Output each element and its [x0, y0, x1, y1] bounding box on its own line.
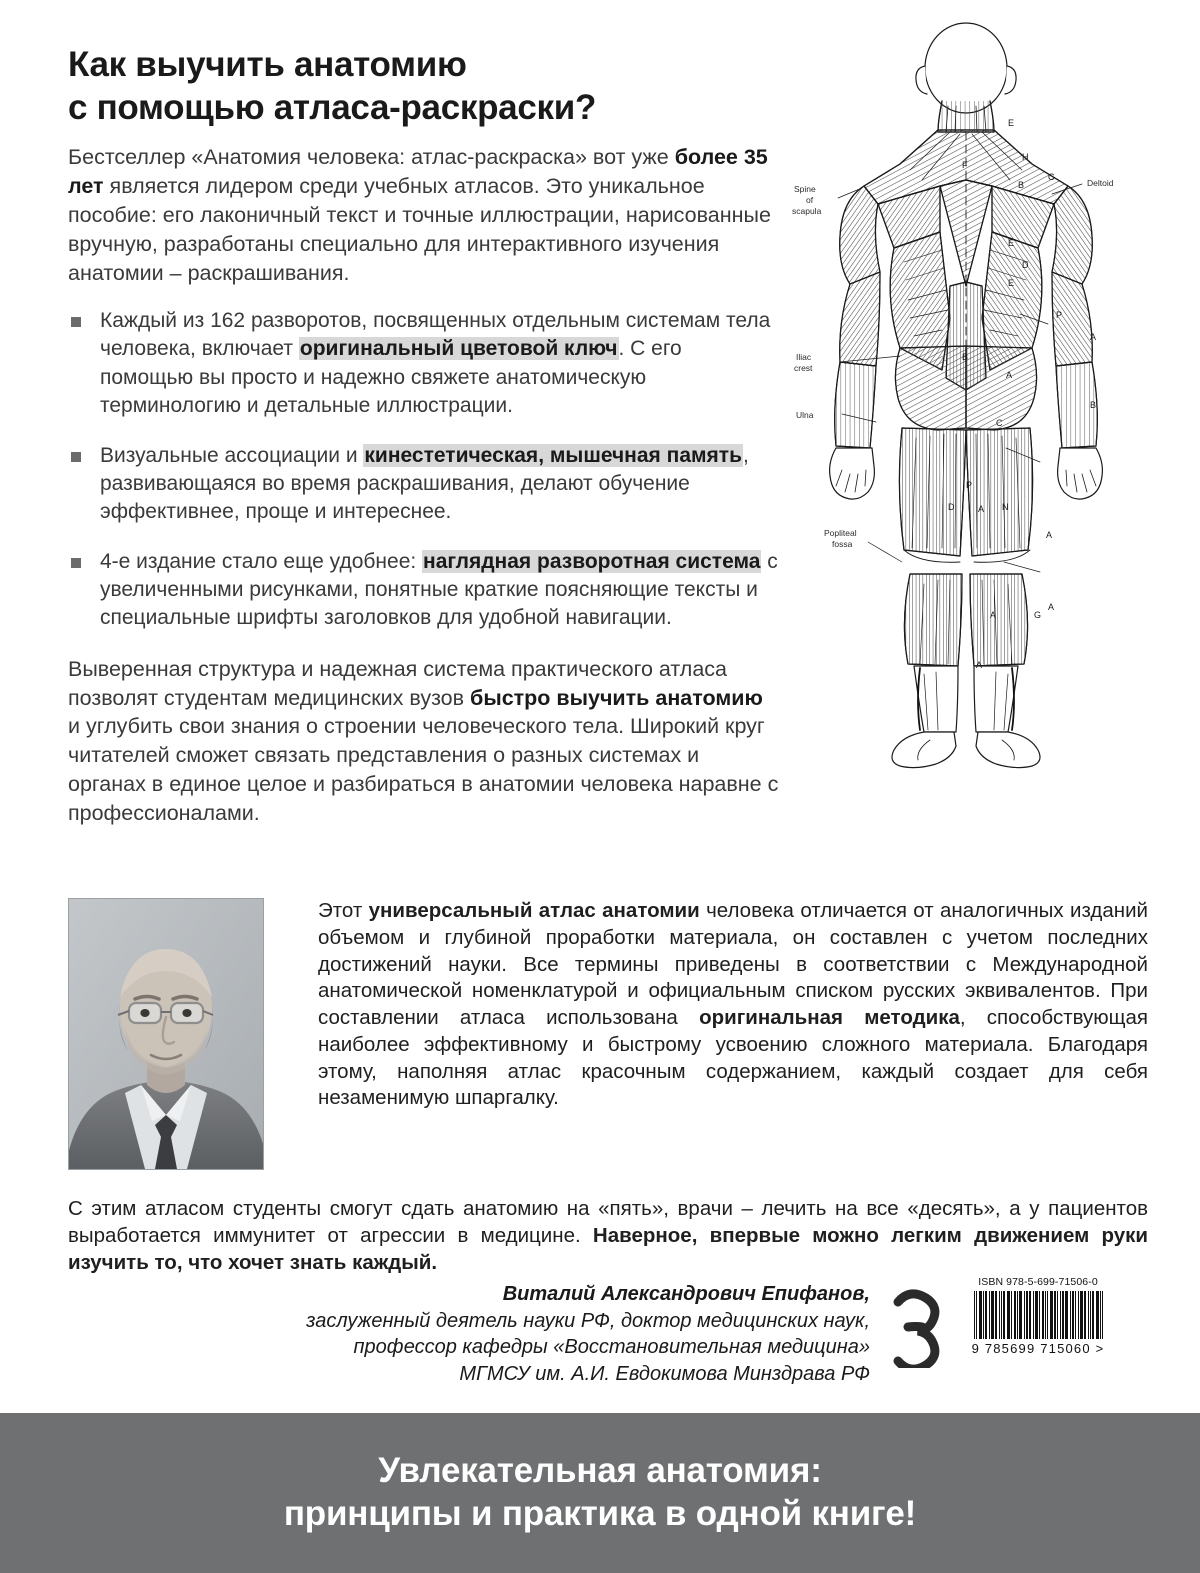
- intro-paragraph: [68, 143, 780, 287]
- testimonial-p2-bold-1: Наверное, впервые можно легким движением руки изучить то, что хочет знать каждый.: [68, 1223, 1149, 1274]
- list-item: [68, 442, 780, 526]
- closing-text-2: и углубить свои знания о строении человеческого тела. Широкий круг читателей сможет связать представления о разных системах и органах в единое целое и разбираться в анатомии человека наравне с профессионалами.: [68, 714, 779, 826]
- anatomy-label-popliteal-fossa: [824, 528, 857, 549]
- author-signature: [140, 1281, 870, 1387]
- svg-text:E: E: [1008, 238, 1015, 248]
- svg-text:B: B: [962, 352, 969, 362]
- testimonial-text: [318, 898, 1148, 1112]
- svg-text:A: A: [1048, 602, 1055, 612]
- list-item: [68, 548, 780, 632]
- intro-text-1: Бестселлер «Анатомия человека: атлас-раскраска» вот уже: [68, 145, 675, 170]
- anatomy-label-deltoid: Deltoid: [1087, 178, 1114, 188]
- testimonial-paragraph-1: [318, 898, 1148, 1112]
- svg-text:G: G: [1034, 610, 1042, 620]
- barcode-block: [962, 1276, 1114, 1356]
- signature-name: Виталий Александрович Епифанов,: [502, 1283, 870, 1305]
- testimonial-p2-text-1: С этим атласом студенты смогут сдать анатомию на «пять», врачи – лечить на все «десять», а у пациентов выработается иммунитет от агрессии в медицине.: [68, 1197, 1148, 1247]
- label-spine-1: Spine: [794, 184, 816, 194]
- svg-text:A: A: [990, 610, 997, 620]
- closing-paragraph: [68, 655, 780, 828]
- svg-text:C: C: [996, 418, 1003, 428]
- bullet-2-highlight: кинестетическая, мышечная память: [364, 443, 742, 467]
- bullet-3-highlight: наглядная разворотная система: [423, 550, 761, 574]
- bullet-2-text-2: , развивающаяся во время раскрашивания, делают обучение эффективнее, проще и интереснее.: [100, 443, 749, 524]
- banner-text: [284, 1450, 916, 1535]
- label-iliac-2: crest: [794, 363, 813, 373]
- intro-text-2: является лидером среди учебных атласов. Это уникальное пособие: его лаконичный текст и точные иллюстрации, нарисованные вручную, разработаны специально для интерактивного изучения анатомии – раскрашивания.: [68, 174, 771, 285]
- barcode-digits: 9 785699 715060 >: [971, 1341, 1105, 1356]
- svg-text:D: D: [948, 502, 955, 512]
- testimonial-paragraph-2: [68, 1196, 1148, 1276]
- svg-text:A: A: [976, 660, 983, 670]
- anatomy-illustration: [790, 18, 1180, 868]
- headline-line-2: с помощью атласа-раскраски?: [68, 87, 597, 127]
- anatomy-label-ulna: Ulna: [796, 410, 814, 420]
- banner-line-1: Увлекательная анатомия:: [378, 1451, 822, 1491]
- svg-text:F: F: [962, 160, 968, 170]
- bottom-banner: [0, 1413, 1200, 1573]
- svg-text:D: D: [1022, 260, 1029, 270]
- svg-text:P: P: [966, 480, 973, 490]
- svg-text:A: A: [978, 504, 985, 514]
- isbn-text: ISBN 978-5-699-71506-0: [978, 1276, 1098, 1288]
- svg-text:B: B: [1018, 180, 1025, 190]
- closing-bold-1: быстро выучить анатомию: [470, 685, 763, 710]
- bullet-1-text-2: . С его помощью вы просто и надежно свяжете анатомическую терминологию и детальные иллюстрации.: [100, 337, 682, 417]
- svg-text:E: E: [1008, 278, 1015, 288]
- list-item: [68, 307, 780, 420]
- svg-text:A: A: [1046, 530, 1053, 540]
- svg-text:B: B: [1090, 400, 1097, 410]
- left-text-column: [68, 44, 780, 828]
- signature-line-2: заслуженный деятель науки РФ, доктор медицинских наук,: [306, 1309, 870, 1332]
- bullet-1-text-1: Каждый из 162 разворотов, посвященных отдельным системам тела человека, включает: [100, 309, 771, 361]
- anatomy-label-iliac-crest: [794, 352, 813, 373]
- bullet-2-text-1: Визуальные ассоциации и: [100, 443, 364, 467]
- label-popliteal-1: Popliteal: [824, 528, 857, 538]
- label-iliac-1: Iliac: [796, 352, 812, 362]
- bullet-3-text-1: 4-е издание стало еще удобнее:: [100, 550, 423, 574]
- label-popliteal-2: fossa: [832, 539, 853, 549]
- feature-bullet-list: [68, 307, 780, 632]
- testimonial-p1-text-1: Этот: [318, 899, 369, 922]
- barcode-bars: [962, 1291, 1114, 1339]
- svg-text:A: A: [1090, 332, 1097, 342]
- bullet-square-icon: [71, 558, 81, 568]
- testimonial-p1-bold-1: универсальный атлас анатомии: [368, 899, 700, 922]
- headline-line-1: Как выучить анатомию: [68, 45, 467, 84]
- banner-line-2: принципы и практика в одной книге!: [283, 1494, 917, 1533]
- closing-text-1: Выверенная структура и надежная система практического атласа позволят студентам медицинских вузов: [68, 656, 727, 710]
- signature-line-3: профессор кафедры «Восстановительная медицина»: [353, 1336, 870, 1359]
- eksmo-logo-icon: [884, 1286, 946, 1368]
- bullet-square-icon: [71, 452, 81, 462]
- svg-text:H: H: [1022, 152, 1029, 162]
- svg-text:E: E: [1008, 118, 1015, 128]
- svg-text:N: N: [1002, 502, 1009, 512]
- bullet-1-highlight: оригинальный цветовой ключ: [299, 337, 618, 361]
- author-photo: [68, 898, 264, 1170]
- bullet-square-icon: [71, 317, 81, 327]
- label-spine-3: scapula: [792, 206, 822, 216]
- page-title: [68, 44, 780, 129]
- label-spine-2: of: [806, 195, 814, 205]
- testimonial-p1-text-3: , способствующая наиболее эффективному и быстрому усвоению сложного материала. Благодаря этому, наполняя атлас красочным содержанием, каждый создает для себя незаменимую шпаргалку.: [318, 1006, 1149, 1110]
- testimonial-p1-text-2: человека отличается от аналогичных изданий объемом и глубиной проработки материала, он составлен с учетом последних достижений науки. Все термины приведены в соответствии с Международной анатомической номенклатурой и официальным списком русских эквивалентов. При составлении атласа использована: [318, 899, 1148, 1029]
- intro-bold-1: более 35 лет: [68, 145, 768, 199]
- svg-text:A: A: [1006, 370, 1013, 380]
- svg-text:P: P: [1056, 310, 1063, 320]
- anatomy-label-spine-of-scapula: [792, 184, 822, 216]
- testimonial-text-wide: [68, 1196, 1148, 1276]
- svg-text:C: C: [1048, 172, 1055, 182]
- testimonial-p1-bold-2: оригинальная методика: [699, 1006, 960, 1029]
- signature-line-4: МГМСУ им. А.И. Евдокимова Минздрава РФ: [459, 1362, 870, 1385]
- bullet-3-text-2: с увеличенными рисунками, понятные краткие поясняющие тексты и специальные шрифты заголовков для удобной навигации.: [100, 550, 778, 630]
